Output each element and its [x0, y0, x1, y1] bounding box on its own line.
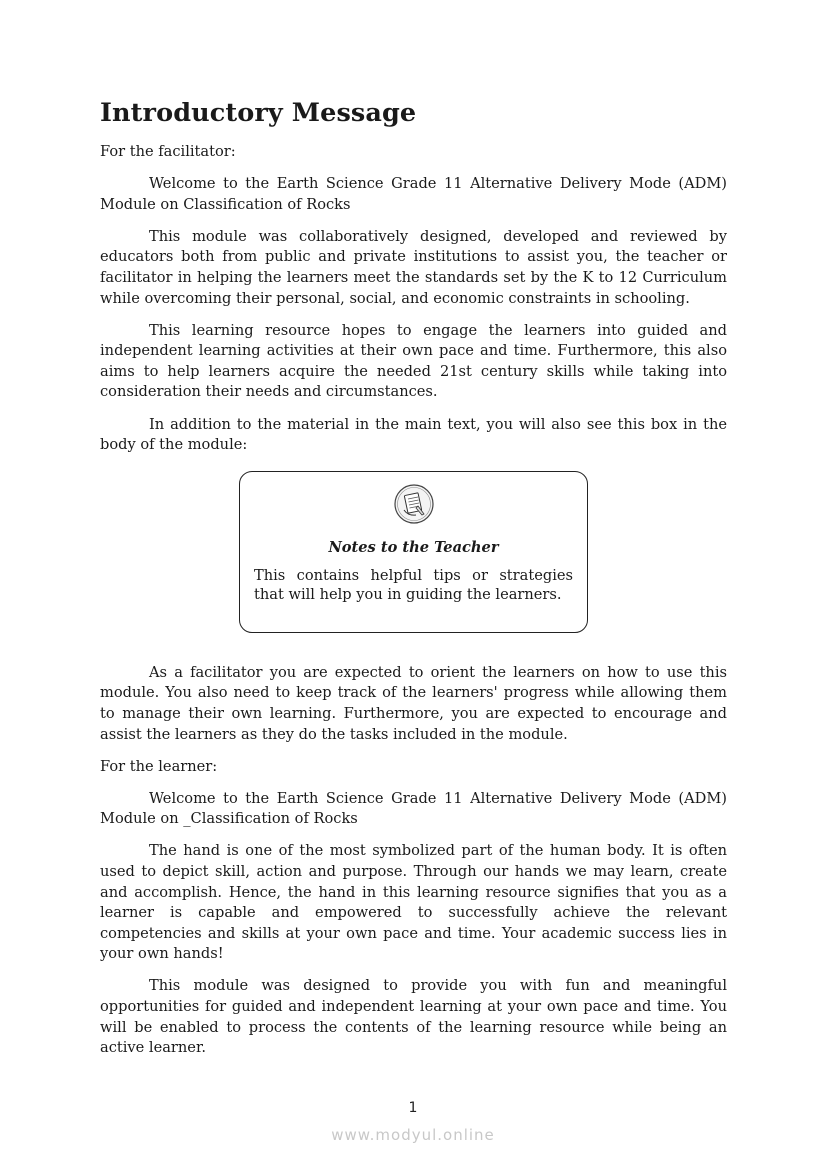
facilitator-paragraph: In addition to the material in the main text, you will also see this box in the body of the module: [100, 415, 727, 454]
learner-label: For the learner: [100, 757, 218, 775]
page-number: 1 [408, 1100, 418, 1116]
document-page [100, 98, 727, 1070]
facilitator-paragraph: As a facilitator you are expected to orient the learners on how to use this module. You also need to keep track of the learners' progress while allowing them to manage their own learning. Furthermore, you are expected to encourage and assist the learners as they do the tasks included in the module. [100, 663, 727, 743]
notes-to-teacher-box [239, 471, 588, 633]
facilitator-paragraph: This module was collaboratively designed, developed and reviewed by educators both from public and private institutions to assist you, the teacher or facilitator in helping the learners meet the standards set by the K to 12 Curriculum while overcoming their personal, social, and economic constraints in schooling. [100, 227, 727, 307]
learner-paragraph: Welcome to the Earth Science Grade 11 Alternative Delivery Mode (ADM) Module on _Classification of Rocks [100, 789, 727, 828]
facilitator-paragraph: Welcome to the Earth Science Grade 11 Alternative Delivery Mode (ADM) Module on Classification of Rocks [100, 175, 727, 213]
notes-hand-icon [394, 484, 434, 524]
notes-box-title: Notes to the Teacher [328, 538, 499, 556]
facilitator-label: For the facilitator: [100, 143, 236, 160]
notes-box-body: This contains helpful tips or strategies that will help you in guiding the learners. [254, 566, 573, 604]
facilitator-paragraph: This learning resource hopes to engage the learners into guided and independent learning activities at their own pace and time. Furthermore, this also aims to help learners acquire the needed 21st century skills while taking into consideration their needs and circumstances. [100, 321, 727, 401]
learner-paragraph: This module was designed to provide you with fun and meaningful opportunities for guided and independent learning at your own pace and time. You will be enabled to process the contents of the learning resource while being an active learner. [100, 977, 727, 1057]
watermark: www.modyul.online [331, 1126, 495, 1144]
page-title: Introductory Message [100, 98, 417, 128]
learner-paragraph: The hand is one of the most symbolized part of the human body. It is often used to depict skill, action and purpose. Through our hands we may learn, create and accomplish. Hence, the hand in this learning resource signifies that you as a learner is capable and empowered to successfully achieve the relevant competencies and skills at your own pace and time. Your academic success lies in your own hands! [100, 842, 727, 963]
